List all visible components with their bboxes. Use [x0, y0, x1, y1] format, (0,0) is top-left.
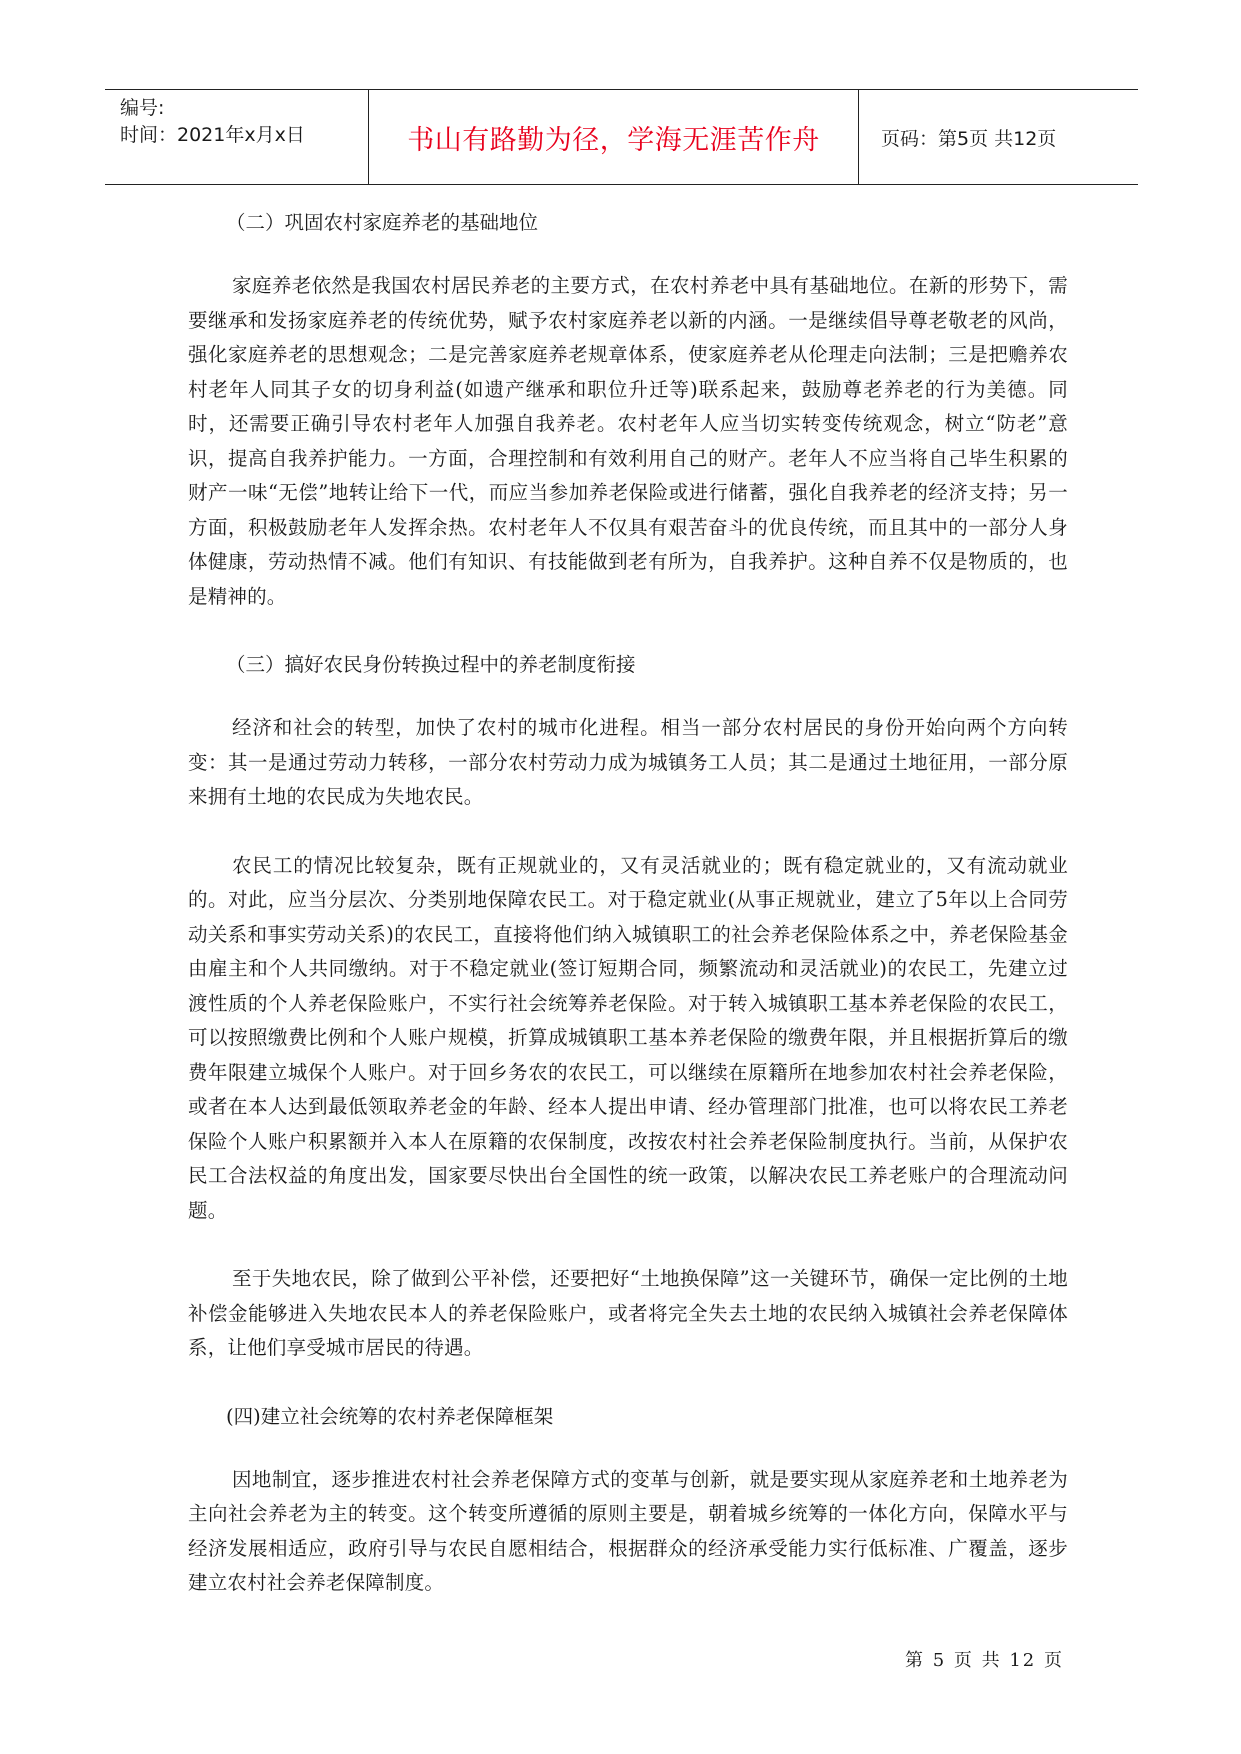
section-title: （三）搞好农民身份转换过程中的养老制度衔接	[226, 653, 636, 676]
paragraph: 因地制宜，逐步推进农村社会养老保障方式的变革与创新，就是要实现从家庭养老和土地养老为主向社会养老为主的转变。这个转变所遵循的原则主要是，朝着城乡统筹的一体化方向，保障水平与经济发展相适应，政府引导与农民自愿相结合，根据群众的经济承受能力实行低标准、广覆盖，逐步建立农村社会养老保障制度。	[188, 1467, 1068, 1594]
page-number-label: 页码：第5页 共12页	[881, 127, 1057, 150]
header-motto-cell	[369, 90, 859, 184]
header-left-cell	[105, 90, 369, 184]
motto-text: 书山有路勤为径，学海无涯苦作舟	[407, 124, 820, 156]
header-page-cell	[859, 90, 1138, 184]
paragraph: 至于失地农民，除了做到公平补偿，还要把好“土地换保障”这一关键环节，确保一定比例的土地补偿金能够进入失地农民本人的养老保险账户，或者将完全失去土地的农民纳入城镇社会养老保障体系，让他们享受城市居民的待遇。	[188, 1267, 1068, 1359]
serial-number-label: 编号:	[120, 97, 165, 119]
paragraph: 农民工的情况比较复杂，既有正规就业的，又有灵活就业的；既有稳定就业的，又有流动就业的。对此，应当分层次、分类别地保障农民工。对于稳定就业(从事正规就业，建立了5年以上合同劳动关系和事实劳动关系)的农民工，直接将他们纳入城镇职工的社会养老保险体系之中，养老保险基金由雇主和个人共同缴纳。对于不稳定就业(签订短期合同，频繁流动和灵活就业)的农民工，先建立过渡性质的个人养老保险账户，不实行社会统筹养老保险。对于转入城镇职工基本养老保险的农民工，可以按照缴费比例和个人账户规模，折算成城镇职工基本养老保险的缴费年限，并且根据折算后的缴费年限建立城保个人账户。对于回乡务农的农民工，可以继续在原籍所在地参加农村社会养老保险，或者在本人达到最低领取养老金的年龄、经本人提出申请、经办管理部门批准，也可以将农民工养老保险个人账户积累额并入本人在原籍的农保制度，改按农村社会养老保险制度执行。当前，从保护农民工合法权益的角度出发，国家要尽快出台全国性的统一政策，以解决农民工养老账户的合理流动问题。	[188, 853, 1068, 1222]
document-body	[188, 206, 1068, 1601]
section-title: （二）巩固农村家庭养老的基础地位	[226, 211, 539, 234]
date-label: 时间：2021年x月x日	[120, 124, 305, 146]
section-title: (四)建立社会统筹的农村养老保障框架	[226, 1404, 554, 1428]
page-footer: 第 5 页 共 12 页	[905, 1650, 1064, 1671]
paragraph: 家庭养老依然是我国农村居民养老的主要方式，在农村养老中具有基础地位。在新的形势下，需要继承和发扬家庭养老的传统优势，赋予农村家庭养老以新的内涵。一是继续倡导尊老敬老的风尚，强化家庭养老的思想观念；二是完善家庭养老规章体系，使家庭养老从伦理走向法制；三是把赡养农村老年人同其子女的切身利益(如遗产继承和职位升迁等)联系起来，鼓励尊老养老的行为美德。同时，还需要正确引导农村老年人加强自我养老。农村老年人应当切实转变传统观念，树立“防老”意识，提高自我养护能力。一方面，合理控制和有效利用自己的财产。老年人不应当将自己毕生积累的财产一味“无偿”地转让给下一代，而应当参加养老保险或进行储蓄，强化自我养老的经济支持；另一方面，积极鼓励老年人发挥余热。农村老年人不仅具有艰苦奋斗的优良传统，而且其中的一部分人身体健康，劳动热情不减。他们有知识、有技能做到老有所为，自我养护。这种自养不仅是物质的，也是精神的。	[188, 274, 1068, 608]
paragraph: 经济和社会的转型，加快了农村的城市化进程。相当一部分农村居民的身份开始向两个方向转变：其一是通过劳动力转移，一部分农村劳动力成为城镇务工人员；其二是通过土地征用，一部分原来拥有土地的农民成为失地农民。	[188, 716, 1068, 808]
document-header	[105, 89, 1138, 185]
